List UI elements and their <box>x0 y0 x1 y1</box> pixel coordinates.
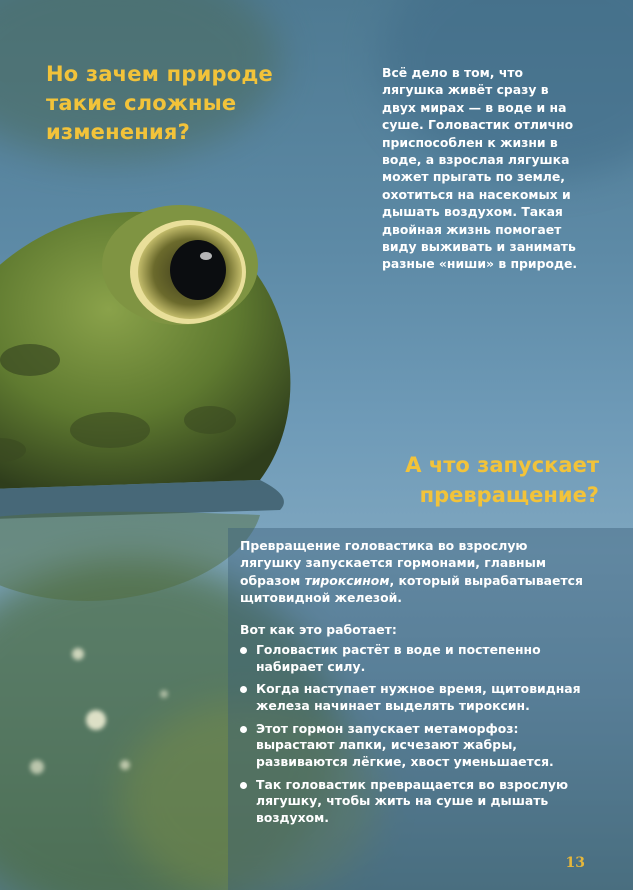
text-line: охотиться на насекомых и <box>382 186 571 202</box>
heading-line: превращение? <box>419 483 599 507</box>
bokeh-sparkle <box>72 648 84 660</box>
heading-why-nature <box>46 60 336 147</box>
text-line: дышать воздухом. Такая <box>382 204 563 220</box>
page-number: 13 <box>565 855 585 871</box>
bokeh-sparkle <box>30 760 44 774</box>
list-item <box>238 681 598 714</box>
how-it-works-label: Вот как это работает: <box>240 622 397 637</box>
steps-list <box>238 642 598 833</box>
heading-what-triggers <box>299 450 599 510</box>
text-line: щитовидной железой. <box>240 590 402 606</box>
bokeh-sparkle <box>120 760 130 770</box>
text-line: Всё дело в том, что <box>382 65 524 80</box>
bokeh-sparkle <box>160 690 168 698</box>
intro-paragraph <box>382 64 597 273</box>
bullet-icon <box>240 726 247 733</box>
bullet-icon <box>240 782 247 789</box>
text-line: виду выживать и занимать <box>382 239 576 255</box>
list-item <box>238 642 598 675</box>
text-line: может прыгать по земле, <box>382 169 565 185</box>
text-line: лягушку, чтобы жить на суше и дышать <box>256 793 549 809</box>
text-line: Головастик растёт в воде и постепенно <box>256 642 541 657</box>
text-line: лягушку запускается гормонами, главным <box>240 555 546 571</box>
text-line: вырастают лапки, исчезают жабры, <box>256 737 517 753</box>
text-line: образом <box>240 572 305 588</box>
text-line: набирает силу. <box>256 658 366 674</box>
text-line: железа начинает выделять тироксин. <box>256 697 530 713</box>
text-line: , который вырабатывается <box>389 572 583 588</box>
text-line: Когда наступает нужное время, щитовидная <box>256 681 581 697</box>
text-line: Так головастик превращается во взрослую <box>256 776 569 792</box>
text-line: приспособлен к жизни в <box>382 134 558 150</box>
list-item <box>238 777 598 827</box>
text-line: двойная жизнь помогает <box>382 221 562 237</box>
text-line: Превращение головастика во взрослую <box>240 538 528 553</box>
heading-line: изменения? <box>46 120 190 144</box>
bullet-icon <box>240 647 247 654</box>
text-line: развиваются лёгкие, хвост уменьшается. <box>256 753 554 769</box>
text-line: Этот гормон запускает метаморфоз: <box>256 720 519 736</box>
text-line: двух мирах — в воде и на <box>382 99 567 115</box>
heading-line: А что запускает <box>405 453 599 477</box>
text-line: воздухом. <box>256 809 329 825</box>
text-line: лягушка живёт сразу в <box>382 82 549 98</box>
list-item <box>238 721 598 771</box>
hormone-paragraph <box>240 537 595 607</box>
text-line: разные «ниши» в природе. <box>382 256 578 272</box>
heading-line: такие сложные <box>46 91 237 115</box>
bullet-icon <box>240 686 247 693</box>
text-line: воде, а взрослая лягушка <box>382 152 570 168</box>
bokeh-sparkle <box>86 710 106 730</box>
thyroxine-term: тироксином <box>304 572 390 588</box>
text-line: суше. Головастик отлично <box>382 117 574 133</box>
heading-line: Но зачем природе <box>46 62 273 86</box>
